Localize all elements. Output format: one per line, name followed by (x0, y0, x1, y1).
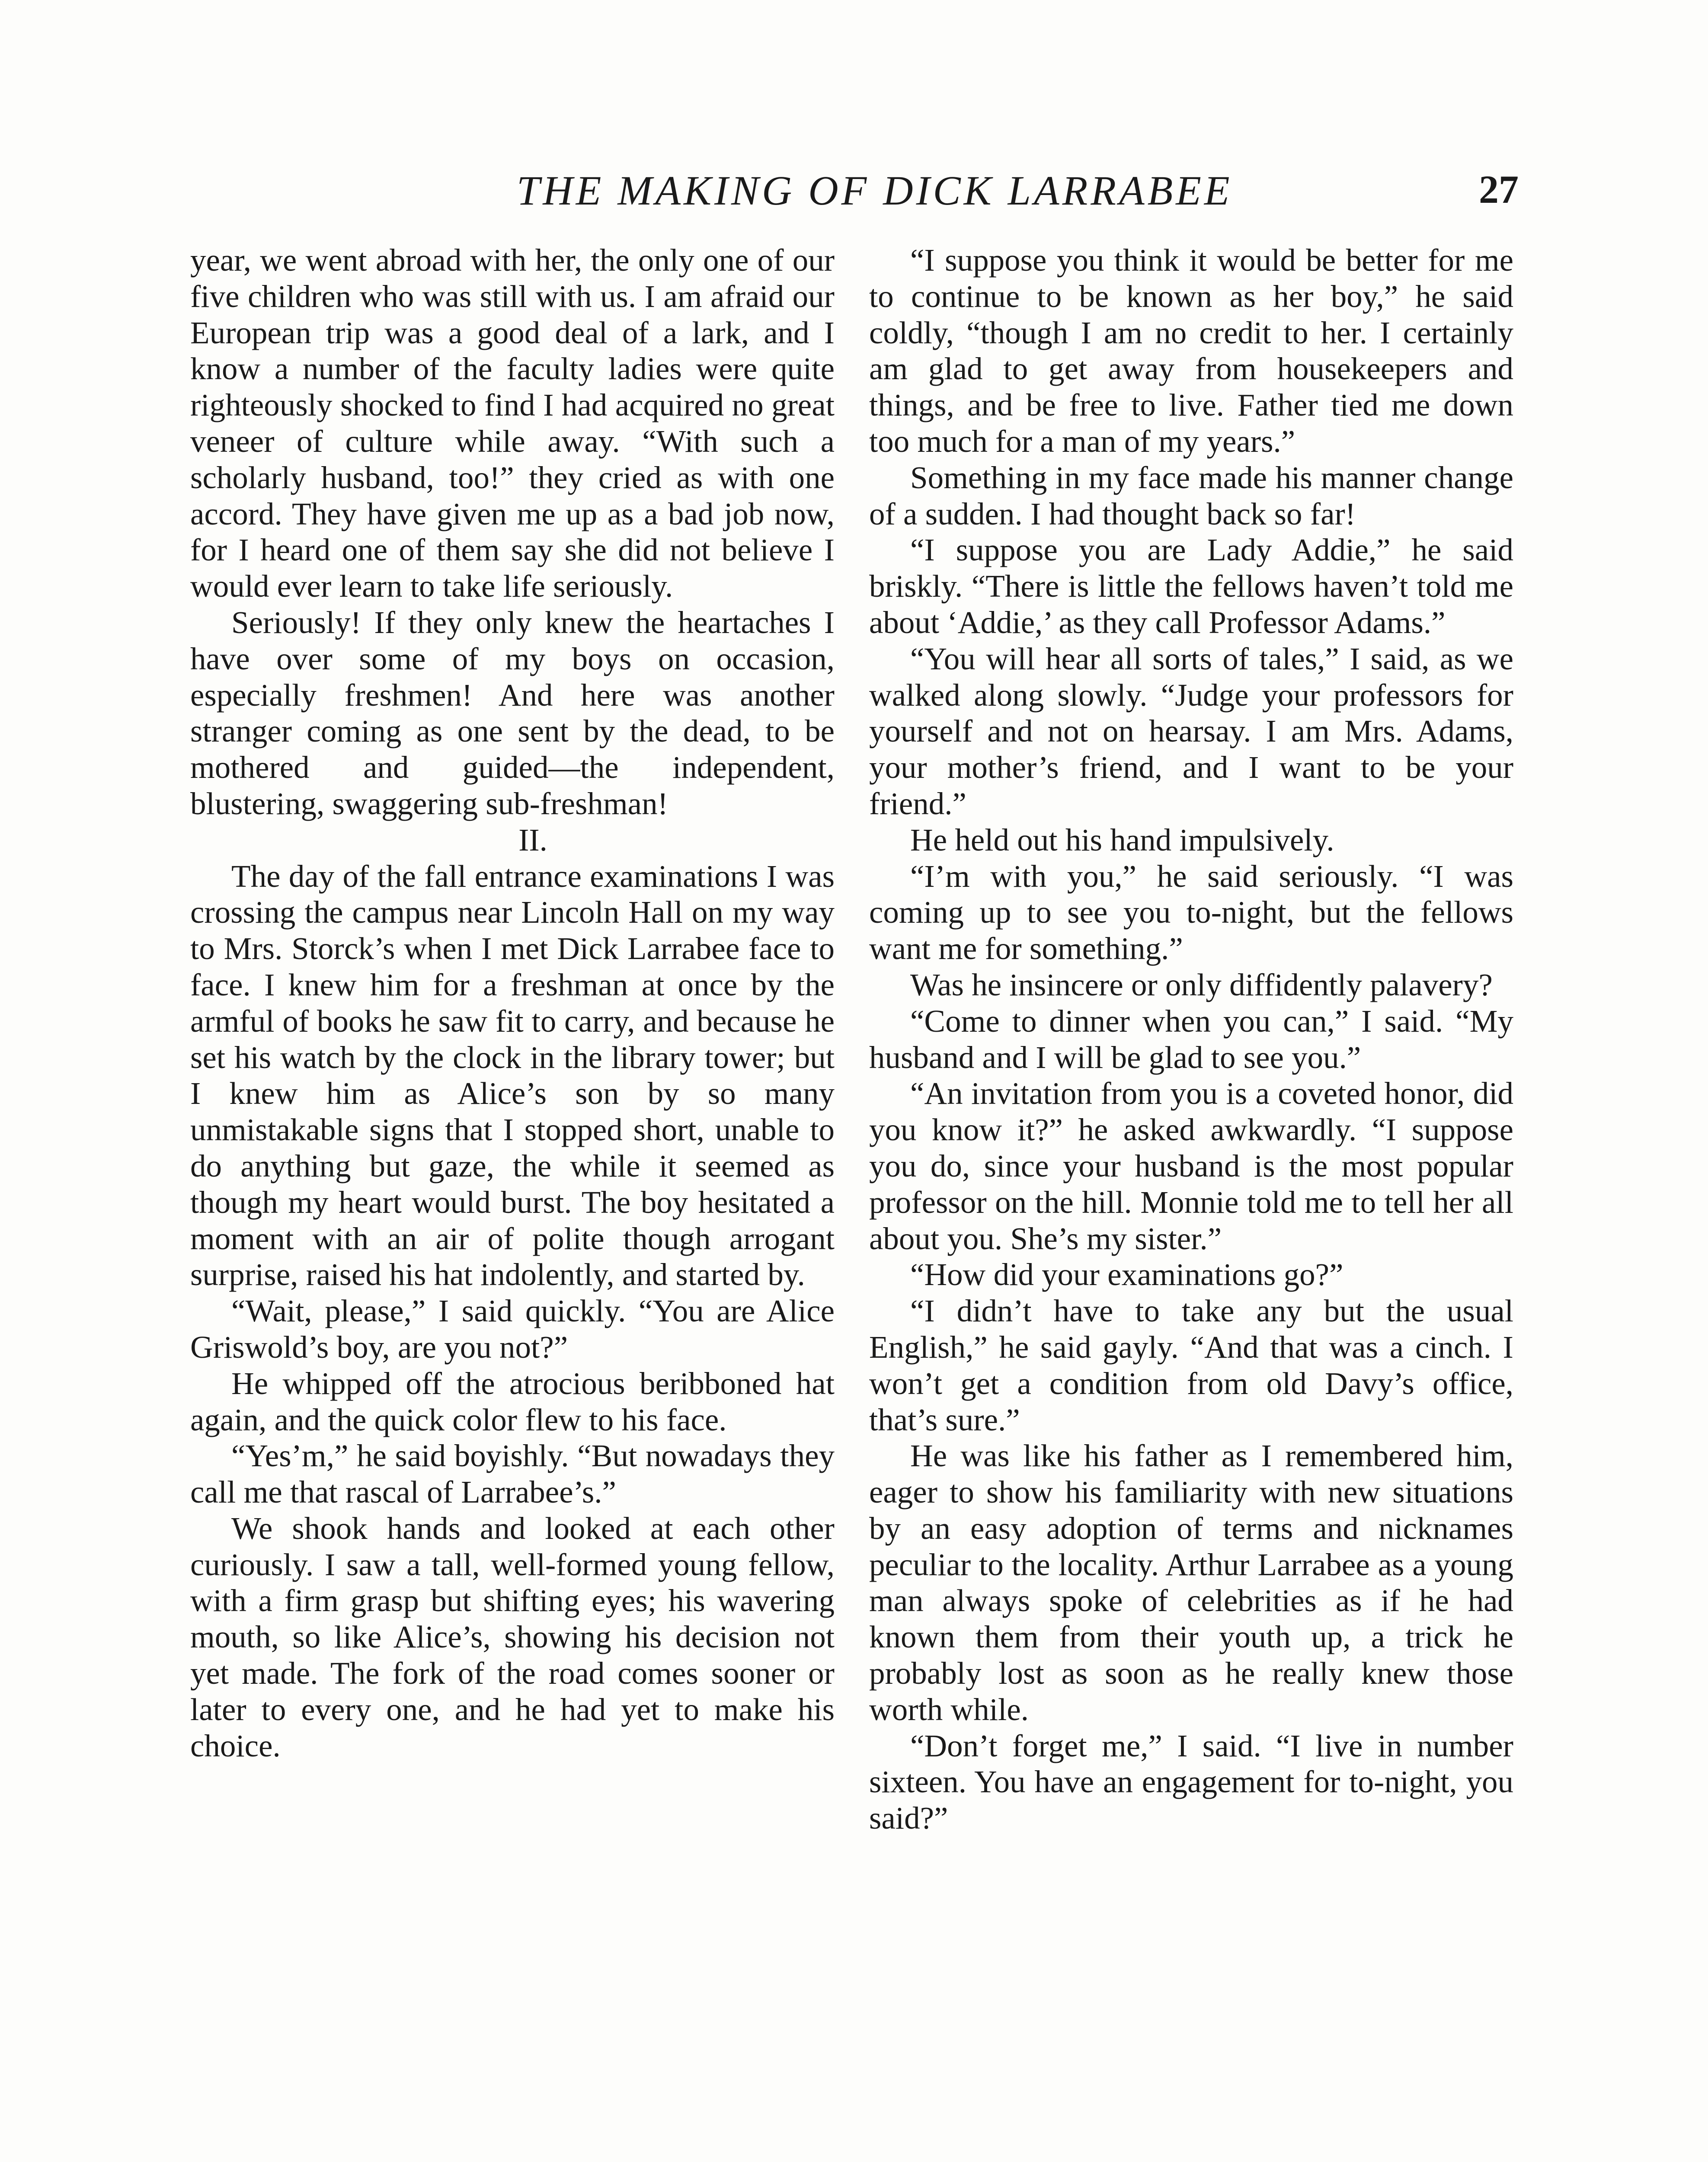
running-title: THE MAKING OF DICK LARRABEE (517, 167, 1233, 214)
paragraph: “I didn’t have to take any but the usual English,” he said gayly. “And that was a cinch. I won’t get a condition from old Davy’s office, that’s sure.” (869, 1293, 1513, 1437)
running-header (0, 166, 1708, 227)
paragraph: “How did your examinations go?” (910, 1257, 1343, 1292)
paragraph: “An invitation from you is a coveted honor, did you know it?” he asked awkwardly. “I suppose you do, since your husband is the most popular professor on the hill. Monnie told me to tell her all about you. She’s my sister.” (869, 1076, 1513, 1256)
paragraph: The day of the fall entrance examinations I was crossing the campus near Lincoln Hall on my way to Mrs. Storck’s when I met Dick Larrabee face to face. I knew him for a freshman at once by the armful of books he saw fit to carry, and because he set his watch by the clock in the library tower; but I knew him as Alice’s son by so many unmistakable signs that I stopped short, unable to do anything but gaze, the while it seemed as though my heart would burst. The boy hesitated a moment with an air of polite though arrogant surprise, raised his hat indolently, and started by. (190, 858, 835, 1292)
paragraph: “I’m with you,” he said seriously. “I was coming up to see you to-night, but the fellows want me for something.” (869, 858, 1513, 966)
paragraph: “I suppose you think it would be better for me to continue to be known as her boy,” he said coldly, “though I am no credit to her. I certainly am glad to get away from housekeepers and things, and be free to live. Father tied me down too much for a man of my years.” (869, 243, 1513, 459)
paragraph: We shook hands and looked at each other curiously. I saw a tall, well-formed young fellow, with a firm grasp but shifting eyes; his wavering mouth, so like Alice’s, showing his decision not yet made. The fork of the road comes sooner or later to every one, and he had yet to make his choice. (190, 1510, 835, 1763)
paragraph: year, we went abroad with her, the only one of our five children who was still with us. I am afraid our European trip was a good deal of a lark, and I know a number of the faculty ladies were quite righteously shocked to find I had acquired no great veneer of culture while away. “With such a scholarly husband, too!” they cried as with one accord. They have given me up as a bad job now, for I heard one of them say she did not believe I would ever learn to take life seriously. (190, 243, 835, 604)
paragraph: He held out his hand impulsively. (910, 822, 1334, 857)
paragraph: Seriously! If they only knew the heartaches I have over some of my boys on occasion, especially freshmen! And here was another stranger coming as one sent by the dead, to be mothered and guided—the independent, blustering, swaggering sub-freshman! (190, 604, 835, 821)
paragraph: He whipped off the atrocious beribboned hat again, and the quick color flew to his face. (190, 1366, 835, 1437)
section-heading: II. (518, 822, 547, 857)
paragraph: “Come to dinner when you can,” I said. “My husband and I will be glad to see you.” (869, 1003, 1513, 1075)
paragraph: He was like his father as I remembered him, eager to show his familiarity with new situations by an easy adoption of terms and nicknames peculiar to the locality. Arthur Larrabee as a young man always spoke of celebrities as if he had known them from their youth up, a trick he probably lost as soon as he really knew those worth while. (869, 1438, 1513, 1727)
paragraph: “Yes’m,” he said boyishly. “But nowadays they call me that rascal of Larrabee’s.” (190, 1438, 835, 1510)
right-column (869, 242, 1513, 1836)
paragraph: “Wait, please,” I said quickly. “You are Alice Griswold’s boy, are you not?” (190, 1293, 835, 1365)
paragraph: Was he insincere or only diffidently palavery? (910, 967, 1493, 1002)
paragraph: “I suppose you are Lady Addie,” he said briskly. “There is little the fellows haven’t told me about ‘Addie,’ as they call Professor Adams.” (869, 532, 1513, 640)
paragraph: “You will hear all sorts of tales,” I said, as we walked along slowly. “Judge your professors for yourself and not on hearsay. I am Mrs. Adams, your mother’s friend, and I want to be your friend.” (869, 641, 1513, 821)
page-number: 27 (1479, 167, 1519, 211)
paragraph: “Don’t forget me,” I said. “I live in number sixteen. You have an engagement for to-night, you said?” (869, 1728, 1513, 1836)
left-column (190, 242, 835, 1764)
paragraph: Something in my face made his manner change of a sudden. I had thought back so far! (869, 460, 1513, 531)
